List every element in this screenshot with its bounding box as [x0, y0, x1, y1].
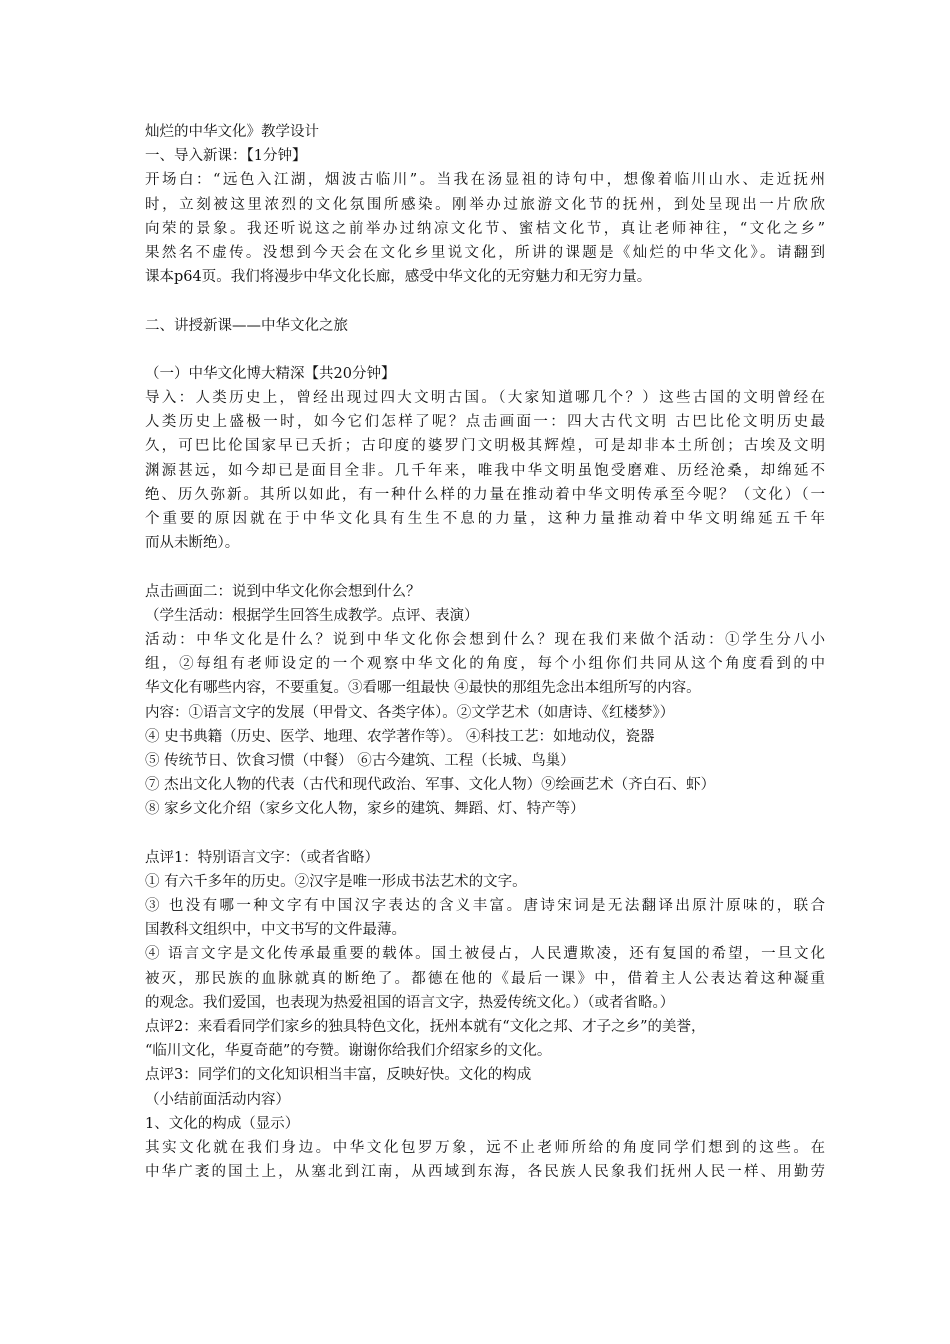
text-line: 国教科文组织中，中文书写的文件最薄。: [145, 922, 406, 939]
text-line: ⑧ 家乡文化介绍（家乡文化人物，家乡的建筑、舞蹈、灯、特产等）: [145, 801, 585, 818]
text-line: 一、导入新课：【1分钟】: [145, 148, 307, 165]
text-line: 的观念。我们爱国，也表现为热爱祖国的语言文字，热爱传统文化。）（或者省略。）: [145, 994, 675, 1011]
text-line: 点评1：特别语言文字：（或者省略）: [145, 849, 379, 866]
blank-line: [145, 821, 825, 845]
text-line: 点评2：来看看同学们家乡的独具特色文化，抚州本就有“文化之邦、才子之乡”的美誉，: [145, 1018, 706, 1035]
text-line: 个重要的原因就在于中华文化具有生生不息的力量，这种力量推动着中华文明绵延五千年: [145, 511, 825, 527]
text-line: ④ 史书典籍（历史、医学、地理、农学著作等）。 ④科技工艺：如地动仪，瓷器: [145, 728, 655, 745]
text-line: 课本p64页。我们将漫步中华文化长廊，感受中华文化的无穷魅力和无穷力量。: [145, 269, 652, 286]
text-line: 向荣的景象。我还听说这之前举办过纳凉文化节、蜜桔文化节，真让老师神往，“文化之乡”: [145, 220, 825, 237]
text-line: 1、文化的构成（显示）: [145, 1115, 300, 1132]
text-line: 久，可巴比伦国家早已夭折；古印度的婆罗门文明极其辉煌，可是却非本土所创；古埃及文明: [145, 438, 825, 455]
text-line: 而从未断绝）。: [145, 535, 240, 552]
blank-line: [145, 555, 825, 579]
text-line: ⑤ 传统节日、饮食习惯（中餐） ⑥古今建筑、工程（长城、鸟巢）: [145, 752, 575, 769]
text-line: （学生活动：根据学生回答生成教学。点评、表演）: [145, 607, 479, 624]
text-line: ① 有六千多年的历史。②汉字是唯一形成书法艺术的文字。: [145, 873, 527, 890]
text-line: 果然名不虚传。没想到今天会在文化乡里说文化，所讲的课题是《灿烂的中华文化》。请翻到: [145, 244, 825, 261]
text-line: 点击画面二：说到中华文化你会想到什么？: [145, 583, 421, 600]
text-line: ③ 也没有哪一种文字有中国汉字表达的含义丰富。唐诗宋词是无法翻译出原汁原味的，联合: [145, 898, 825, 914]
text-line: （一）中华文化博大精深【共20分钟】: [145, 365, 396, 382]
text-line: 时，立刻被这里浓烈的文化氛围所感染。刚举办过旅游文化节的抚州，到处呈现出一片欣欣: [145, 196, 825, 213]
text-line: （小结前面活动内容）: [145, 1091, 290, 1108]
text-line: 人类历史上盛极一时，如今它们怎样了呢？点击画面一：四大古代文明 古巴比伦文明历史最: [145, 414, 825, 431]
text-line: 内容：①语言文字的发展（甲骨文、各类字体）。②文学艺术（如唐诗、《红楼梦》）: [145, 704, 675, 721]
text-line: 点评3：同学们的文化知识相当丰富，反映好快。文化的构成: [145, 1067, 532, 1084]
text-line: 二、讲授新课——中华文化之旅: [145, 317, 348, 334]
text-line: 中华广袤的国土上，从塞北到江南，从西域到东海，各民族人民象我们抚州人民一样、用勤劳: [145, 1164, 825, 1181]
text-line: 绝、历久弥新。其所以如此，有一种什么样的力量在推动着中华文明传承至今呢？（文化）（一: [145, 486, 825, 503]
text-line: 组，②每组有老师设定的一个观察中华文化的角度，每个小组你们共同从这个角度看到的中: [145, 656, 825, 673]
text-line: 被灭，那民族的血脉就真的断绝了。都德在他的《最后一课》中，借着主人公表达着这种凝重: [145, 970, 825, 987]
blank-line: [145, 338, 825, 362]
text-line: 灿烂的中华文化》教学设计: [145, 124, 319, 140]
text-line: 渊源甚远，如今却已是面目全非。几千年来，唯我中华文明虽饱受磨难、历经沧桑，却绵延不: [145, 462, 825, 479]
text-line: ④ 语言文字是文化传承最重要的载体。国土被侵占，人民遭欺凌，还有复国的希望，一旦文化: [145, 946, 825, 963]
blank-line: [145, 289, 825, 313]
text-line: 开场白：“远色入江湖，烟波古临川”。当我在汤显祖的诗句中，想像着临川山水、走近抚州: [145, 172, 825, 189]
text-line: ⑦ 杰出文化人物的代表（古代和现代政治、军事、文化人物）⑨绘画艺术（齐白石、虾）: [145, 777, 716, 794]
text-line: 其实文化就在我们身边。中华文化包罗万象，远不止老师所给的角度同学们想到的这些。在: [145, 1139, 825, 1156]
text-line: 活动：中华文化是什么？说到中华文化你会想到什么？现在我们来做个活动：①学生分八小: [145, 631, 825, 648]
text-line: 导入：人类历史上，曾经出现过四大文明古国。（大家知道哪几个？）这些古国的文明曾经在: [145, 390, 825, 407]
text-line: 华文化有哪些内容，不要重复。③看哪一组最快 ④最快的那组先念出本组所写的内容。: [145, 680, 701, 697]
document-page: [145, 120, 825, 1184]
text-line: “临川文化，华夏奇葩”的夸赞。谢谢你给我们介绍家乡的文化。: [145, 1043, 552, 1060]
